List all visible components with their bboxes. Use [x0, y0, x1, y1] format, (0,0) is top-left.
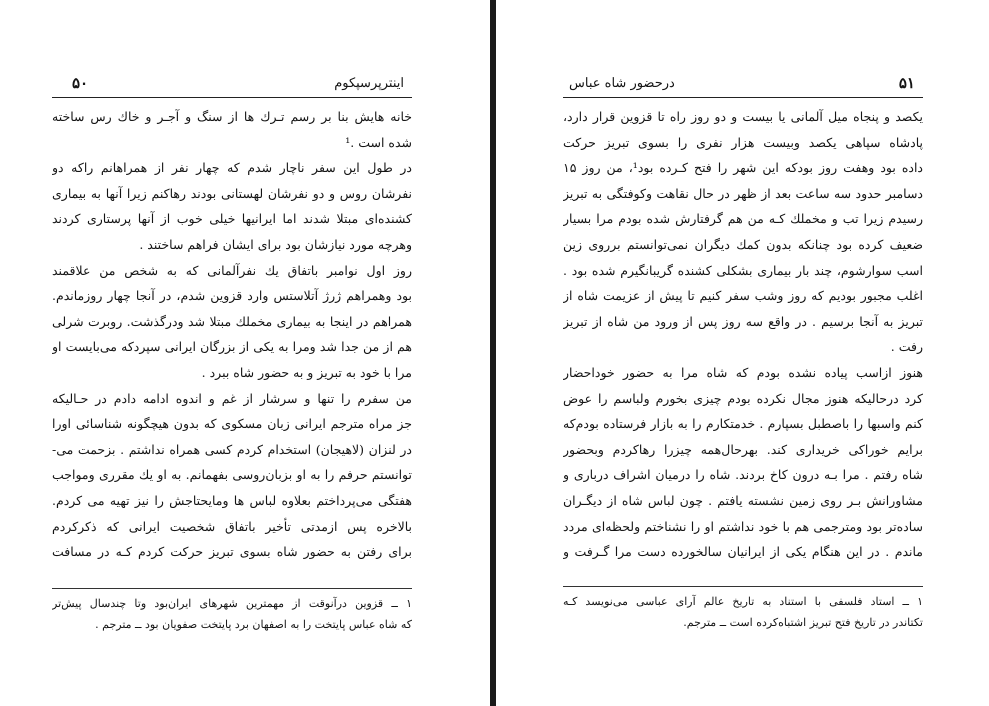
text-line: جز مراه مترجم ایرانی زبان مسکوی که بدون هیچگونه شناسائی اورا: [52, 416, 412, 432]
header-rule: [563, 97, 923, 98]
text-line: یکصد و پنجاه میل آلمانی یا بیست و دو روز راه تا قزوین قرار دارد،: [563, 109, 923, 124]
text-line: ضعیف کرده بود چنانکه بدون کمك دیگران نمی‌توانستم برروی زین: [563, 236, 923, 252]
page-number: ۵۰: [72, 74, 89, 92]
right-page: [563, 0, 923, 706]
text-line: اسب سوارشوم، چند بار بیماری بشکلی کشنده گریبانگیرم شده بود .: [563, 262, 923, 278]
text-line: تبریز به آنجا برسیم . در واقع سه روز پس از ورود من شاه از تبریز: [563, 313, 923, 329]
text-line: روز اول نوامبر باتفاق یك نفرآلمانی که به شخص من علاقمند: [52, 262, 412, 278]
text-line: بود وهمراهم ژرژ آتلاستس وارد قزوین شدم، در آنجا چهار روزماندم.: [52, 288, 412, 304]
text-line: برایم خوراکی خریداری کند. بهرحال‌همه چیزرا رهاکردم وبحضور: [563, 441, 923, 457]
left-page-header: [52, 76, 412, 98]
book-spine: [490, 0, 496, 706]
footnotes: [52, 593, 412, 635]
text-line: کرد درحالیکه هنوز مجال نکرده بودم چیزی بخورم ولباسم را عوض: [563, 390, 923, 406]
page-number: ۵۱: [898, 74, 915, 92]
footnote-line: که شاه عباس پایتخت را به اصفهان برد پایتخت صفویان بود ــ مترجم .: [95, 618, 412, 631]
text-line: هم از من جدا شد ومرا به یکی از بزرگان ایرانی سپردکه می‌بایست او: [52, 339, 412, 355]
text-line: دسامبر حدود سه ساعت بعد از ظهر در حال نقاهت وکوفتگی به تبریز: [563, 185, 923, 201]
body-text: [52, 104, 412, 565]
text-line: بالاخره پس ازمدتی تأخیر باتفاق شخصیت ایرانی که ذکرکردم: [52, 518, 412, 534]
text-line: در لنزان (لاهیجان) استخدام کردم کسی همراه نداشتم . بزحمت می-: [52, 441, 412, 457]
text-line: مرا با خود به تبریز و به حضور شاه ببرد .: [201, 364, 412, 380]
text-line: رفت .: [890, 339, 923, 355]
footnote-line: ۱ ــ قزوین درآنوقت از مهمترین شهرهای ایران‌بود وتا چندسال پیش‌تر: [52, 597, 412, 610]
footnote-rule: [52, 588, 412, 589]
running-title: اینترپرسپکوم: [334, 76, 404, 91]
body-text: [563, 104, 923, 565]
text-line: مشاورانش بـر روی زمین نشسته یافتم . چون لباس شاه از دیگـران: [563, 492, 923, 508]
text-line: برای رفتن به حضور شاه بسوی تبریز حرکت کردم کـه در مسافت: [52, 544, 412, 560]
text-line: نفرشان روس و دو نفرشان لهستانی بودند رهاکنم زیرا آنها به بیماری: [52, 185, 412, 201]
text-line: شده است .¹: [345, 134, 412, 150]
text-line: رسیدم زیرا تب و مخملك کـه من هم گرفتارش شده بودم مرا بسیار: [563, 211, 923, 227]
text-line: کشنده‌ای مبتلا شدند اما ایرانیها خیلی خوب از آنها پرستاری کردند: [52, 211, 412, 227]
text-line: ماندم . در این هنگام یکی از ایرانیان سالخورده دست مرا گـرفت و: [563, 544, 923, 560]
header-rule: [52, 97, 412, 98]
footnote-line: ۱ ــ استاد فلسفی با استناد به تاریخ عالم آرای عباسی می‌نویسد کـه: [563, 595, 923, 608]
text-line: اغلب مجبور بودیم که روز وشب سفر کنیم تا پیش از عزیمت شاه از: [563, 288, 923, 304]
text-line: وهرچه مورد نیازشان بود برای ایشان فراهم ساختند .: [139, 236, 412, 252]
text-line: خانه هایش بنا بر رسم تـرك ها از سنگ و آجـر و خاك رس ساخته: [52, 109, 412, 124]
text-line: من سفرم را تنها و سرشار از غم و اندوه ادامه دادم در حـالیکه: [52, 390, 412, 406]
left-page: [52, 0, 412, 706]
footnotes: [563, 591, 923, 633]
text-line: هفتگی می‌پرداختم بعلاوه لباس ها ومایحتاجش را نیز تهیه می کردم.: [52, 492, 412, 508]
text-line: در طول این سفر ناچار شدم که چهار نفر از همراهانم راکه دو: [52, 160, 412, 176]
text-line: داده بود وهفت روز بودکه این شهر را فتح کـرده بود¹، من روز ۱۵: [563, 160, 923, 176]
text-line: ساده‌تر بود ومترجمی هم با خود نداشتم او را نشناختم ولحظه‌ای مردد: [563, 518, 923, 534]
text-line: پادشاه سپاهی یکصد وبیست هزار نفری را بسوی تبریز حرکت: [563, 134, 923, 150]
text-line: کنم واسبها را باصطبل بسپارم . خدمتکارم را به بازار فرستاده بودم‌که: [563, 416, 923, 432]
footnote-rule: [563, 586, 923, 587]
footnote-line: تکتاندر در تاریخ فتح تبریز اشتباه‌کرده است ــ مترجم.: [683, 616, 923, 629]
right-page-header: [563, 76, 923, 98]
text-line: هنوز ازاسب پیاده نشده بودم که شاه مرا به حضور خوداحضار: [563, 364, 923, 380]
text-line: توانستم حرفم را به او بزبان‌روسی بفهمانم. به او یك مقرری ومواجب: [52, 467, 412, 483]
text-line: شاه رفتم . مرا بـه درون کاخ بردند. شاه را درمیان اشراف درباری و: [563, 467, 923, 483]
text-line: همراهم در اینجا به بیماری مخملك مبتلا شد ودرگذشت. روبرت شرلی: [52, 313, 412, 329]
running-title: درحضور شاه عباس: [569, 76, 675, 91]
